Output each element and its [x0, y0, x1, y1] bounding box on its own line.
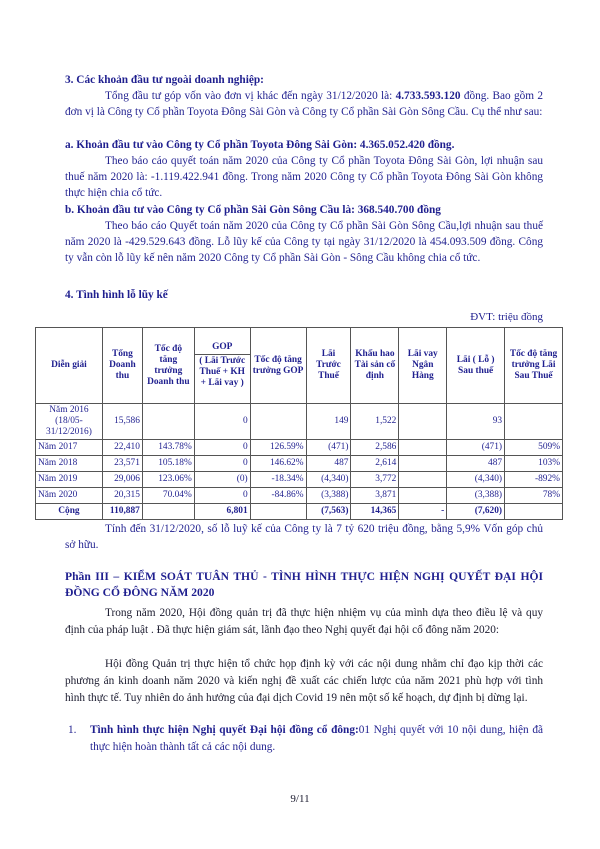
cell: (471) [306, 440, 351, 456]
table-row [36, 440, 563, 456]
cell: (3,388) [306, 488, 351, 504]
cell: 93 [447, 404, 505, 440]
cell: 22,410 [102, 440, 142, 456]
section-b-body: Theo báo cáo Quyết toán năm 2020 của Công ty Cổ phần Sài Gòn Sông Cầu,lợi nhuận sau thuế năm 2020 là -429.529.643 đồng. Lỗ lũy kế của Công ty tại ngày 31/12/2020 là 454.093.509 đồng. Công ty vẫn còn lỗ lũy kế nên năm 2020 Công ty Cổ phần Sài Gòn - Sông Cầu không chia cổ tức. [65, 220, 543, 264]
row-label: Năm 2020 [36, 488, 103, 504]
cell [250, 504, 306, 520]
cell: 487 [447, 456, 505, 472]
section-b-heading: b. Khoản đầu tư vào Công ty Cổ phần Sài Gòn Sông Cầu là: 368.540.700 đồng [65, 204, 441, 216]
intro-amount: 4.733.593.120 [395, 90, 461, 102]
table-header-row [36, 328, 563, 404]
cell: -18.34% [250, 472, 306, 488]
section-3-intro [65, 88, 543, 120]
item-1-text: 01 Nghị quyết với 10 nội dung, hiện đã thực hiện hoàn thành tất cả các nội dung. [90, 724, 543, 753]
part-3-heading: Phần III – KIỂM SOÁT TUÂN THỦ - TÌNH HÌNH THỰC HIỆN NGHỊ QUYẾT ĐẠI HỘI ĐỒNG CỔ ĐÔNG NĂM 2020 [65, 570, 543, 599]
section-a-body: Theo báo cáo quyết toán năm 2020 của Công ty Cổ phần Toyota Đông Sài Gòn, lợi nhuận sau thuế năm 2020 là: -1.119.422.941 đồng. Trong năm 2020 Công ty Cổ phần Toyota Đông Sài Gòn không thực hiện chia cổ tức. [65, 155, 543, 199]
cell: 110,887 [102, 504, 142, 520]
cell: 123.06% [142, 472, 194, 488]
table-row [36, 404, 563, 440]
cell [505, 404, 563, 440]
col-header: Tốc độ tăng trưởng Lãi Sau Thuế [505, 328, 563, 404]
section-a-heading: a. Khoản đầu tư vào Công ty Cổ phần Toyota Đông Sài Gòn: 4.365.052.420 đồng. [65, 139, 455, 151]
cell: 105.18% [142, 456, 194, 472]
cell: 509% [505, 440, 563, 456]
cell: 20,315 [102, 488, 142, 504]
cell: 0 [194, 456, 250, 472]
cell: 0 [194, 404, 250, 440]
cell: -84.86% [250, 488, 306, 504]
cell: - [399, 504, 447, 520]
intro-prefix: Tổng đầu tư góp vốn vào đơn vị khác đến ngày 31/12/2020 là: [105, 90, 396, 102]
cell [142, 404, 194, 440]
cell: 6,801 [194, 504, 250, 520]
part-3-paragraph-1: Trong năm 2020, Hội đồng quản trị đã thực hiện nhiệm vụ của mình dựa theo điều lệ và quy định của pháp luật . Đã thực hiện giám sát, lãnh đạo theo Nghị quyết đại hội cổ đông năm 2020: [65, 607, 543, 636]
accumulated-loss-note: Tính đến 31/12/2020, số lỗ luỹ kế của Công ty là 7 tỷ 620 triệu đồng, bằng 5,9% Vốn góp chủ sở hữu. [65, 523, 543, 551]
cell [505, 504, 563, 520]
cell: 487 [306, 456, 351, 472]
cell: 23,571 [102, 456, 142, 472]
intro-suffix: đồng. Bao gồm 2 đơn vị là Công ty Cổ phần Toyota Đông Sài Gòn và Công ty Cổ phần Sài Gòn Sông Cầu. Cụ thể như sau: [65, 90, 543, 118]
col-header: Lãi vay Ngân Hàng [399, 328, 447, 404]
cell: 0 [194, 440, 250, 456]
gop-title: GOP [195, 341, 250, 355]
cell [399, 404, 447, 440]
cell: 15,586 [102, 404, 142, 440]
cell: 2,586 [351, 440, 399, 456]
cell: (4,340) [447, 472, 505, 488]
table-row [36, 472, 563, 488]
cell [399, 456, 447, 472]
section-4-heading: 4. Tình hình lỗ lũy kế [65, 289, 168, 301]
cell [399, 440, 447, 456]
row-label: Năm 2016 (18/05-31/12/2016) [36, 404, 103, 440]
item-1-title: Tình hình thực hiện Nghị quyết Đại hội đồng cổ đông: [90, 724, 359, 736]
table-total-row [36, 504, 563, 520]
row-label: Năm 2018 [36, 456, 103, 472]
col-header: Tốc độ tăng trưởng GOP [250, 328, 306, 404]
col-header-gop [194, 328, 250, 404]
cell [250, 404, 306, 440]
section-3-heading: 3. Các khoản đầu tư ngoài doanh nghiệp: [65, 74, 264, 86]
cell: 1,522 [351, 404, 399, 440]
cell: 126.59% [250, 440, 306, 456]
unit-label: ĐVT: triệu đồng [470, 311, 543, 323]
cell [399, 488, 447, 504]
gop-subtitle: ( Lãi Trước Thuế + KH + Lãi vay ) [199, 356, 246, 388]
cell: (7,620) [447, 504, 505, 520]
row-label: Năm 2019 [36, 472, 103, 488]
cell: 143.78% [142, 440, 194, 456]
cell: 3,871 [351, 488, 399, 504]
cell: (471) [447, 440, 505, 456]
col-header: Lãi Trước Thuế [306, 328, 351, 404]
cell: -892% [505, 472, 563, 488]
table-row [36, 488, 563, 504]
item-1 [90, 722, 543, 756]
cell: 14,365 [351, 504, 399, 520]
cell: (3,388) [447, 488, 505, 504]
part-3-paragraph-2: Hội đồng Quản trị thực hiện tổ chức họp định kỳ với các nội dung nhằm chỉ đạo kịp thời các phương án kinh doanh năm 2020 và kiến nghị đề xuất các chiến lược của năm 2021 phù hợp với tình hình thực tế. Tuy nhiên do ảnh hưởng của đại dịch Covid 19 nên một số kế hoạch, dự định bị dừng lại. [65, 658, 543, 704]
col-header: Lãi ( Lỗ ) Sau thuế [447, 328, 505, 404]
cell [142, 504, 194, 520]
accumulated-loss-table [35, 327, 563, 520]
row-label: Năm 2017 [36, 440, 103, 456]
col-header: Khấu hao Tài sản cố định [351, 328, 399, 404]
col-header: Diễn giải [36, 328, 103, 404]
cell: 146.62% [250, 456, 306, 472]
cell: (4,340) [306, 472, 351, 488]
cell: 78% [505, 488, 563, 504]
cell: 149 [306, 404, 351, 440]
total-label: Cộng [36, 504, 103, 520]
col-header: Tổng Doanh thu [102, 328, 142, 404]
cell [399, 472, 447, 488]
cell: 3,772 [351, 472, 399, 488]
col-header: Tốc độ tăng trưởng Doanh thu [142, 328, 194, 404]
cell: 2,614 [351, 456, 399, 472]
cell: (0) [194, 472, 250, 488]
page-number: 9/11 [290, 793, 310, 805]
cell: (7,563) [306, 504, 351, 520]
cell: 29,006 [102, 472, 142, 488]
cell: 0 [194, 488, 250, 504]
cell: 103% [505, 456, 563, 472]
table-row [36, 456, 563, 472]
item-1-number: 1. [68, 724, 77, 736]
cell: 70.04% [142, 488, 194, 504]
